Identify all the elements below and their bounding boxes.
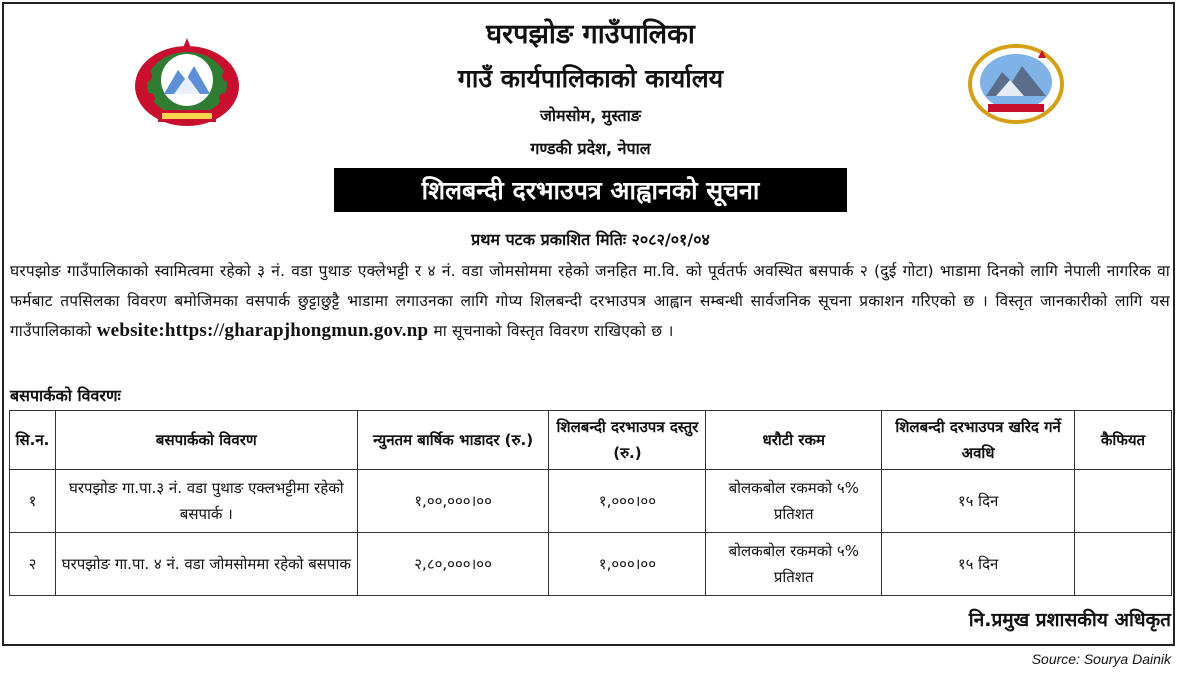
- website-link[interactable]: website:https://gharapjhongmun.gov.np: [96, 320, 429, 341]
- table-row: [10, 470, 1172, 533]
- header-purchase-period: शिलबन्दी दरभाउपत्र खरिद गर्ने अवधि: [882, 411, 1075, 470]
- publish-date: प्रथम पटक प्रकाशित मितिः २०८२/०१/०४: [471, 230, 710, 249]
- table-header-row: [10, 411, 1172, 470]
- table-row: [10, 533, 1172, 596]
- signature: नि.प्रमुख प्रशासकीय अधिकृत: [968, 609, 1171, 631]
- notice-banner: शिलबन्दी दरभाउपत्र आह्वानको सूचना: [334, 168, 847, 212]
- section-label: बसपार्कको विवरणः: [10, 386, 121, 405]
- cell-remarks: [1075, 533, 1172, 596]
- municipality-name: घरपझोङ गाउँपालिका: [486, 19, 695, 50]
- office-name: गाउँ कार्यपालिकाको कार्यालय: [457, 64, 724, 93]
- cell-purchase-period: १५ दिन: [882, 533, 1075, 596]
- cell-deposit: बोलकबोल रकमको ५% प्रतिशत: [706, 533, 882, 596]
- cell-remarks: [1075, 470, 1172, 533]
- cell-deposit: बोलकबोल रकमको ५% प्रतिशत: [706, 470, 882, 533]
- header-sn: सि.न.: [10, 411, 56, 470]
- cell-sn: १: [10, 470, 56, 533]
- cell-bid-fee: १,०००।००: [549, 533, 706, 596]
- cell-bid-fee: १,०००।००: [549, 470, 706, 533]
- buspark-table: [9, 410, 1172, 596]
- header-description: बसपार्कको विवरण: [55, 411, 357, 470]
- cell-sn: २: [10, 533, 56, 596]
- body-text-after: मा सूचनाको विस्तृत विवरण राखिएको छ ।: [433, 322, 674, 340]
- source-credit: Source: Sourya Dainik: [1031, 651, 1171, 667]
- cell-description: घरपझोङ गा.पा. ४ नं. वडा जोमसोममा रहेको बसपाक: [55, 533, 357, 596]
- office-address: जोमसोम, मुस्ताङ: [539, 106, 641, 125]
- cell-min-rent: १,००,०००।००: [357, 470, 549, 533]
- header-remarks: कैफियत: [1075, 411, 1172, 470]
- cell-min-rent: २,८०,०००।००: [357, 533, 549, 596]
- header-deposit: धरौटी रकम: [706, 411, 882, 470]
- cell-purchase-period: १५ दिन: [882, 470, 1075, 533]
- header-min-rent: न्युनतम बार्षिक भाडादर (रु.): [357, 411, 549, 470]
- notice-body: [10, 256, 1170, 346]
- cell-description: घरपझोङ गा.पा.३ नं. वडा पुथाङ एक्लभट्टीमा रहेको बसपार्क ।: [55, 470, 357, 533]
- body-text-before: घरपझोङ गाउँपालिकाको स्वामित्वमा रहेको ३ नं. वडा पुथाङ एक्लेभट्टी र ४ नं. वडा जोमसोममा रहेको जनहित मा.वि. को पूर्वतर्फ अवस्थित बसपार्क २ (दुई गोटा) भाडामा दिनको लागि नेपाली नागरिक वा फर्मबाट तपसिलका विवरण बमोजिमका वसपार्क छुट्टाछुट्टै भाडामा लगाउनका लागि गोप्य शिलबन्दी दरभाउपत्र आह्वान सम्बन्धी सार्वजनिक सूचना प्रकाशन गरिएको छ । विस्तृत जानकारीको लागि यस गाउँपालिकाको: [10, 262, 1170, 340]
- header-bid-fee: शिलबन्दी दरभाउपत्र दस्तुर (रु.): [549, 411, 706, 470]
- office-province: गण्डकी प्रदेश, नेपाल: [530, 139, 651, 158]
